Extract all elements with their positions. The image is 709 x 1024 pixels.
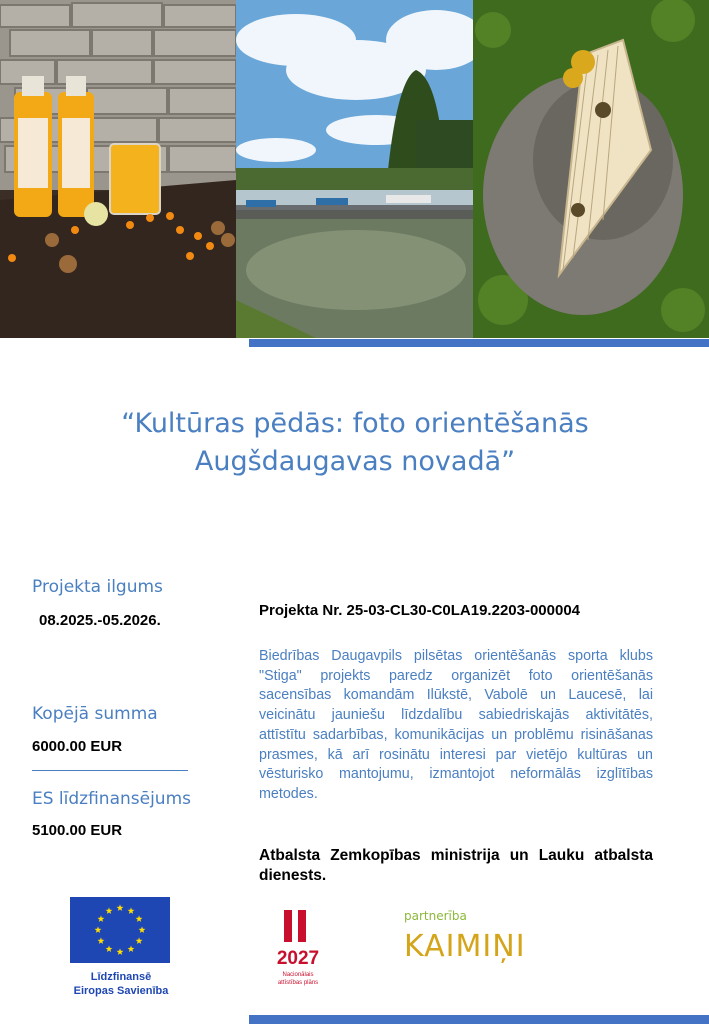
duration-value: 08.2025.-05.2026.	[39, 612, 161, 629]
photo-juice-bottles	[0, 0, 236, 338]
eu-star	[98, 937, 105, 944]
npl-caption-1: Nacionālais	[282, 972, 314, 978]
npl-year: 2027	[276, 948, 320, 969]
divider	[32, 770, 188, 771]
eu-star	[128, 907, 135, 914]
project-title	[60, 405, 650, 481]
duration-label: Projekta ilgums	[32, 577, 163, 597]
eu-logo-text	[52, 970, 190, 998]
title-line-1: “Kultūras pēdās: foto orientēšanās	[121, 408, 589, 439]
eu-star	[117, 904, 124, 911]
kaimini-logo: KAIMIŅI	[404, 929, 526, 964]
title-line-2: Augšdaugavas novadā”	[194, 446, 516, 477]
eu-logo-line-1: Līdzfinansē	[90, 971, 152, 983]
total-amount-value: 6000.00 EUR	[32, 738, 123, 755]
photo-lake	[236, 0, 473, 338]
kaimini-logo-partnership: partnerība	[404, 909, 467, 923]
eu-cofinancing-value: 5100.00 EUR	[32, 822, 123, 839]
total-amount-label: Kopējā summa	[32, 704, 158, 724]
photo-strip	[0, 0, 709, 338]
npl-caption-2: attīstības plāns	[277, 980, 319, 986]
photo-kokle-on-stone	[473, 0, 709, 338]
eu-star	[136, 915, 143, 922]
eu-flag-icon	[70, 897, 170, 963]
eu-star	[136, 937, 143, 944]
eu-star	[139, 926, 146, 933]
eu-cofinancing-label: ES līdzfinansējums	[32, 789, 192, 809]
eu-star	[106, 907, 113, 914]
eu-logo-line-2: Eiropas Savienība	[73, 985, 169, 997]
eu-star	[128, 945, 135, 952]
eu-star	[98, 915, 105, 922]
eu-star	[95, 926, 102, 933]
accent-stripe-top	[249, 339, 709, 347]
project-description: Biedrības Daugavpils pilsētas orientēšanās sporta klubs "Stiga" projekts paredz organizēt foto orientēšanās sacensības komandām Ilūkstē, Vabolē un Laucesē, lai veicinātu jauniešu līdzdalību sabiedriskajās aktivitātēs, attīstītu sadarbības, komunikācijas un problēmu risināšanas prasmes, kā arī rosinātu interesi par vietējo kultūras un vēsturisko mantojumu, izmantojot neformālās izglītības metodes.	[259, 648, 653, 802]
accent-stripe-bottom	[249, 1015, 709, 1024]
npl-2027-logo	[262, 910, 334, 988]
support-statement: Atbalsta Zemkopības ministrija un Lauku atbalsta dienests.	[259, 847, 653, 884]
eu-star	[117, 948, 124, 955]
project-number: Projekta Nr. 25-03-CL30-C0LA19.2203-000004	[259, 602, 581, 619]
eu-star	[106, 945, 113, 952]
